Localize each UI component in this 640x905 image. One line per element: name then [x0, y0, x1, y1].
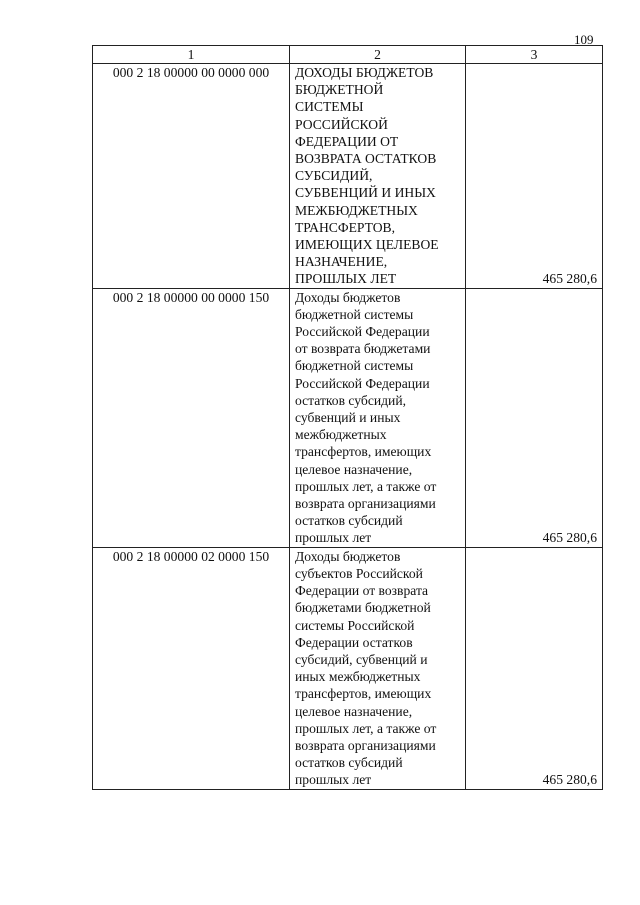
- revenue-name-line: остатков субсидий: [295, 755, 403, 771]
- budget-revenue-table: [92, 45, 603, 790]
- revenue-name: [290, 288, 466, 547]
- revenue-name-line: целевое назначение,: [295, 461, 413, 477]
- revenue-name-line: СУБВЕНЦИЙ И ИНЫХ: [295, 185, 436, 201]
- revenue-name-line: от возврата бюджетами: [295, 341, 431, 357]
- revenue-name-line: системы Российской: [295, 617, 415, 633]
- revenue-name-line: Российской Федерации: [295, 324, 430, 340]
- revenue-name-line: СУБСИДИЙ,: [295, 168, 373, 184]
- amount-value: 465 280,6: [466, 288, 603, 547]
- revenue-name-line: ПРОШЛЫХ ЛЕТ: [295, 271, 397, 287]
- revenue-name-line: трансфертов, имеющих: [295, 444, 432, 460]
- revenue-name-line: ВОЗВРАТА ОСТАТКОВ: [295, 151, 437, 167]
- revenue-name-line: целевое назначение,: [295, 703, 413, 719]
- revenue-name-line: субъектов Российской: [295, 565, 423, 581]
- revenue-name-line: ИМЕЮЩИХ ЦЕЛЕВОЕ: [295, 237, 439, 253]
- classification-code: 000 2 18 00000 02 0000 150: [93, 547, 290, 789]
- revenue-name-line: СИСТЕМЫ: [295, 99, 364, 115]
- classification-code: 000 2 18 00000 00 0000 150: [93, 288, 290, 547]
- revenue-name-line: остатков субсидий: [295, 513, 403, 529]
- revenue-name: [290, 547, 466, 789]
- revenue-name-line: субсидий, субвенций и: [295, 651, 428, 667]
- table-header: [93, 46, 603, 64]
- revenue-name-line: Доходы бюджетов: [295, 548, 401, 564]
- revenue-name-line: Доходы бюджетов: [295, 289, 401, 305]
- header-column-3: 3: [466, 46, 603, 64]
- revenue-name-line: межбюджетных: [295, 427, 387, 443]
- revenue-name-line: бюджетной системы: [295, 306, 414, 322]
- table-row: [93, 288, 603, 547]
- revenue-name-line: прошлых лет, а также от: [295, 720, 437, 736]
- revenue-name-line: возврата организациями: [295, 496, 436, 512]
- revenue-name-line: Российской Федерации: [295, 375, 430, 391]
- header-row: [93, 46, 603, 64]
- revenue-name: [290, 64, 466, 289]
- revenue-name-line: субвенций и иных: [295, 410, 401, 426]
- revenue-name-line: БЮДЖЕТНОЙ: [295, 82, 384, 98]
- revenue-name-line: Федерации от возврата: [295, 583, 429, 599]
- amount-value: 465 280,6: [466, 64, 603, 289]
- revenue-name-line: ТРАНСФЕРТОВ,: [295, 219, 396, 235]
- classification-code: 000 2 18 00000 00 0000 000: [93, 64, 290, 289]
- revenue-name-line: НАЗНАЧЕНИЕ,: [295, 254, 388, 270]
- revenue-name-line: возврата организациями: [295, 737, 436, 753]
- revenue-name-line: МЕЖБЮДЖЕТНЫХ: [295, 202, 418, 218]
- revenue-name-line: прошлых лет: [295, 772, 372, 788]
- revenue-name-line: прошлых лет: [295, 530, 372, 546]
- table-row: [93, 64, 603, 289]
- amount-value: 465 280,6: [466, 547, 603, 789]
- revenue-name-line: Федерации остатков: [295, 634, 413, 650]
- header-column-1: 1: [93, 46, 290, 64]
- revenue-name-line: РОССИЙСКОЙ: [295, 116, 388, 132]
- page-number: 109: [574, 32, 594, 47]
- revenue-name-line: бюджетами бюджетной: [295, 600, 431, 616]
- revenue-name-line: иных межбюджетных: [295, 669, 421, 685]
- revenue-name-line: прошлых лет, а также от: [295, 478, 437, 494]
- revenue-name-line: ДОХОДЫ БЮДЖЕТОВ: [295, 65, 434, 80]
- revenue-name-line: ФЕДЕРАЦИИ ОТ: [295, 133, 399, 149]
- revenue-name-line: остатков субсидий,: [295, 392, 406, 408]
- table-row: [93, 547, 603, 789]
- revenue-name-line: трансфертов, имеющих: [295, 686, 432, 702]
- header-column-2: 2: [290, 46, 466, 64]
- table-body: [93, 64, 603, 790]
- revenue-name-line: бюджетной системы: [295, 358, 414, 374]
